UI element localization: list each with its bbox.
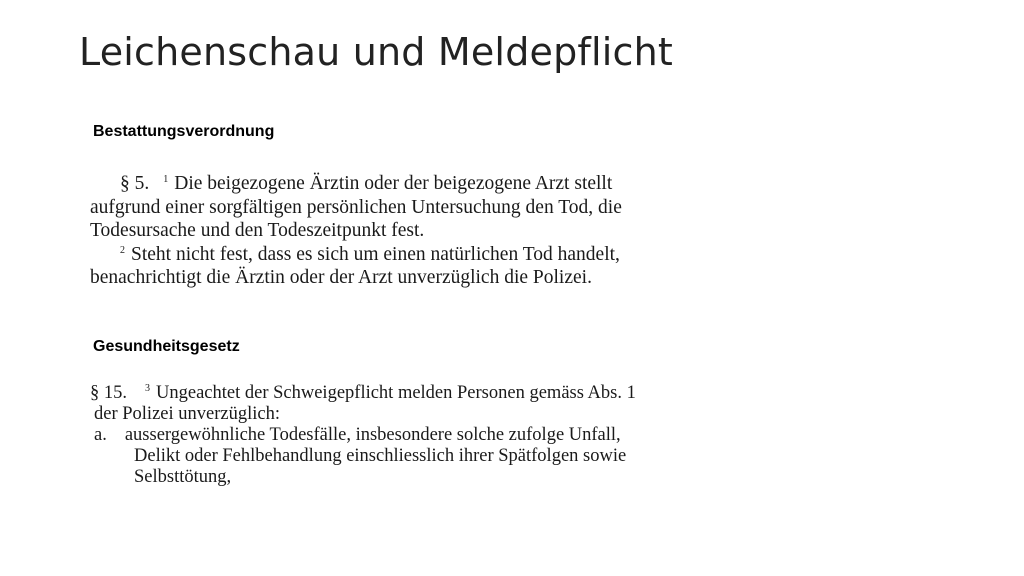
sentence-number: 1	[163, 174, 169, 185]
list-item-marker: a.	[94, 425, 107, 445]
sentence-number: 2	[120, 244, 125, 256]
slide-title: Leichenschau und Meldepflicht	[79, 30, 673, 74]
excerpt-line: aufgrund einer sorgfältigen persönlichen Untersuchung den Tod, die	[90, 196, 622, 218]
section-heading-bestattungsverordnung: Bestattungsverordnung	[93, 123, 275, 140]
paragraph-number: § 15.	[90, 383, 127, 403]
excerpt-line: benachrichtigt die Ärztin oder der Arzt unverzüglich die Polizei.	[90, 267, 592, 288]
law-excerpt-gesundheitsgesetz	[90, 383, 680, 488]
list-item	[90, 425, 680, 446]
excerpt-text: Die beigezogene Ärztin oder der beigezogene Arzt stellt	[174, 173, 613, 194]
excerpt-line: Delikt oder Fehlbehandlung einschliesslich ihrer Spätfolgen sowie	[134, 446, 627, 466]
paragraph-number: § 5.	[120, 173, 150, 194]
excerpt-line: Selbsttötung,	[134, 467, 232, 487]
excerpt-line: Todesursache und den Todeszeitpunkt fest.	[90, 220, 425, 241]
excerpt-line	[90, 172, 690, 196]
excerpt-line	[90, 243, 690, 267]
sentence-number: 3	[145, 383, 150, 394]
excerpt-line	[90, 383, 680, 404]
excerpt-line: der Polizei unverzüglich:	[94, 404, 280, 424]
excerpt-text: Steht nicht fest, dass es sich um einen natürlichen Tod handelt,	[131, 243, 620, 265]
law-excerpt-bestattungsverordnung	[90, 172, 690, 290]
excerpt-text: Ungeachtet der Schweigepflicht melden Personen gemäss Abs. 1	[156, 383, 636, 403]
section-heading-gesundheitsgesetz: Gesundheitsgesetz	[93, 338, 240, 355]
excerpt-text: aussergewöhnliche Todesfälle, insbesondere solche zufolge Unfall,	[124, 425, 621, 445]
